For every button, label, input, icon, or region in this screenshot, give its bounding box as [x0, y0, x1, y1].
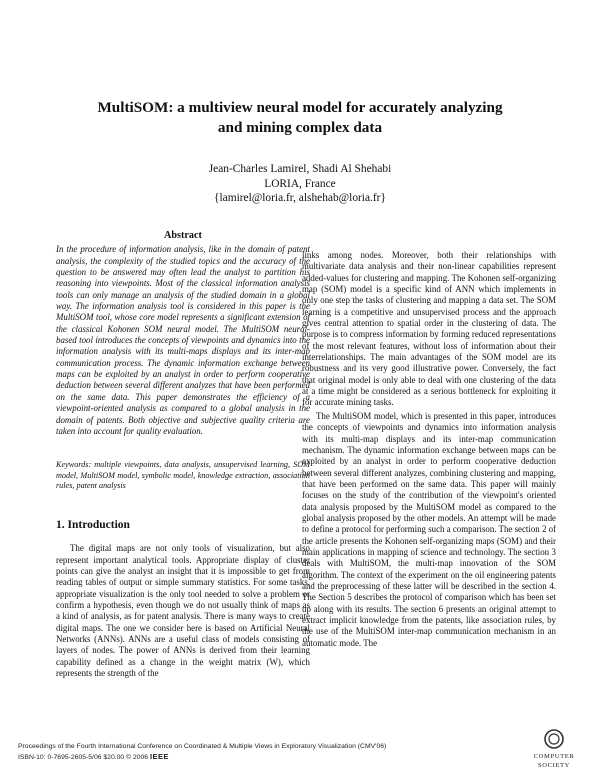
section-heading-introduction: 1. Introduction	[56, 518, 130, 531]
title-line-1: MultiSOM: a multiview neural model for accurately analyzing	[97, 99, 503, 116]
abstract-heading: Abstract	[164, 230, 202, 241]
right-paragraph-1: links among nodes. Moreover, both their relationships with multivariate data analysis and their non-linear capabilities represent added-values for clustering and mapping. The Kohonen self-organizing map (SOM) model is a specific kind of ANN which implements in only one step the tasks of clustering and mapping a data set. The SOM learning is a competitive and unsupervised process and the approach gives central attention to spatial order in the clustering of data. The purpose is to compress information by forming reduced representations of the most relevant features, without loss of information about their interrelationships. The main advantages of the SOM model are its robustness and its very good illustrative power. Conversely, the fact that original model is only able to deal with one clustering of the data at a time might be considered as a serious bottleneck for exploiting it for accurate mining tasks.	[302, 250, 556, 408]
affiliation: LORIA, France	[264, 177, 336, 190]
logo-inner-icon	[549, 734, 559, 744]
intro-paragraph: The digital maps are not only tools of visualization, but also represent important analytical tools. Appropriate display of cluster points can give the analyst an insight that it is impossible to get from reading tables of output or simple summary statistics. For some tasks, appropriate visualization is the only tool needed to solve a problem or confirm a hypothesis, even though we do not usually think of maps as a kind of analysis, as for patent analysis. There is many ways to create digital maps. The one we consider here is based on Artificial Neural Networks (ANNs). ANNs are a useful class of models consisting of layers of nodes. The power of ANNs is derived from their learning capability defined as a change in the weight matrix (W), which represents the strength of the	[56, 543, 310, 679]
title-line-2: and mining complex data	[217, 119, 383, 136]
logo-line-2: SOCIETY	[537, 762, 571, 769]
left-column	[56, 230, 310, 679]
author-block	[150, 162, 450, 206]
author-names: Jean-Charles Lamirel, Shadi Al Shehabi	[208, 163, 392, 175]
abstract-text: In the procedure of information analysis, like in the domain of patent analysis, the complexity of the studied topics and the accuracy of the question to be answered may often lead the analyst to partition his reasoning into viewpoints. Most of the classical information analysis tools can only manage an analysis of the studied domain in a global way. The information analysis tool is considered in this paper is the MultiSOM tool, whose core model represents a significant extension of the classical Kohonen SOM neural model. The MultiSOM neural-based tool introduces the concepts of viewpoints and dynamics into the information analysis with its multi-maps displays and its inter-map communication process. The dynamic information exchange between maps can be exploited by an analyst in order to perform cooperative deduction between several different analyzes that have been performed on the same data. This paper demonstrates the efficiency of a viewpoint-oriented analysis as compared to a global analysis in the domain of patents. Both objective and subjective quality criteria are taken into account for quality evaluation.	[56, 244, 310, 436]
logo-ring-icon	[545, 730, 563, 748]
right-column	[302, 250, 556, 649]
footer-isbn: ISBN-10: 0-7695-2605-5/06 $20.00 © 2006	[18, 753, 149, 761]
keywords: Keywords: multiple viewpoints, data analysis, unsupervised learning, SOM model, MultiSOM model, symbolic model, knowledge extraction, association rules, patent analysis	[56, 460, 310, 491]
computer-society-logo	[522, 728, 586, 772]
footer-isbn-line	[18, 752, 448, 763]
ieee-mark: IEEE	[149, 751, 169, 761]
author-emails: {lamirel@loria.fr, alshehab@loria.fr}	[214, 192, 386, 204]
footer-proceedings-line: Proceedings of the Fourth International Conference on Coordinated & Multiple Views in Exploratory Visualization (CMV'06)	[18, 743, 387, 750]
paper-title	[40, 98, 560, 138]
logo-line-1: COMPUTER	[533, 753, 575, 760]
right-paragraph-2: The MultiSOM model, which is presented in this paper, introduces the concepts of viewpoints and dynamics into information analysis with its multi-map displays and its inter-map communication mechanism. The dynamic information exchange between maps can be exploited by an analyst in order to perform cooperative deduction between several different analyzes, combining clustering and mapping, that have been performed on the same data. This paper will mainly focuses on the study of the contribution of the viewpoint's oriented data analysis proposed by the MultiSOM model as compared to the global analysis proposed by the other models. An attempt will be made to define a protocol for performing such a comparison. The section 2 of the article presents the Kohonen self-organizing maps (SOM) and their main applications in mapping of science and technology. The section 3 deals with MultiSOM, the multi-map innovation of the SOM algorithm. The context of the experiment on the oil engineering patents and the preprocessing of these latter will be described in the section 4. The Section 5 describes the protocol of comparison which has been set up along with its results. The section 6 presents an original attempt to extract implicit knowledge from the patents, like association rules, by the use of the MultiSOM inter-map communication mechanism in an automatic mode. The	[302, 410, 556, 648]
proceedings-footer	[18, 742, 448, 762]
